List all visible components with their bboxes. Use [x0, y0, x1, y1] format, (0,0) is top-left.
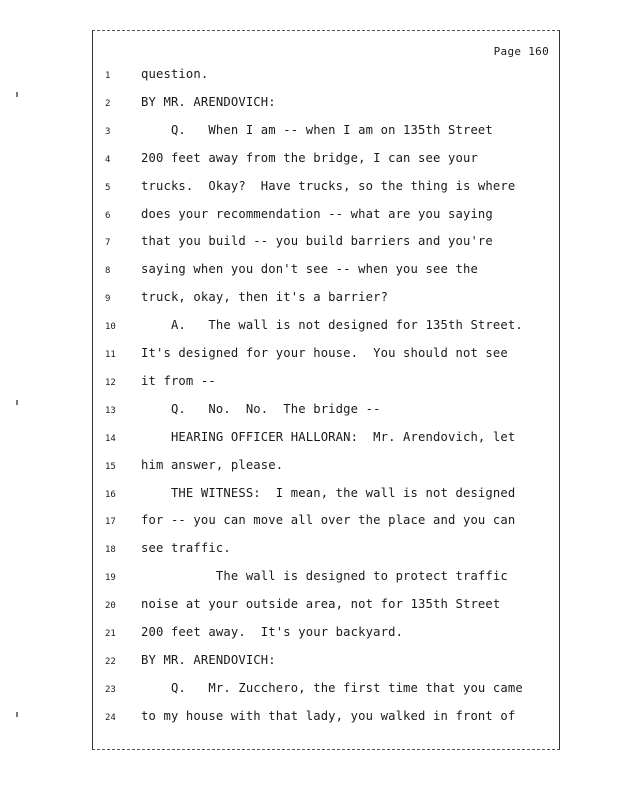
transcript-line	[93, 67, 559, 87]
line-text: BY MR. ARENDOVICH:	[141, 652, 276, 667]
transcript-line	[93, 569, 559, 589]
line-text: to my house with that lady, you walked in front of	[141, 708, 516, 723]
page-number: Page 160	[493, 45, 549, 58]
line-text: It's designed for your house. You should not see	[141, 346, 508, 360]
transcript-line	[93, 458, 559, 478]
line-text: A. The wall is not designed for 135th Street.	[141, 318, 523, 333]
transcript-line	[93, 346, 559, 366]
line-number: 13	[105, 405, 116, 416]
transcript-line	[93, 151, 559, 171]
transcript-line	[93, 95, 559, 115]
line-number: 2	[105, 98, 111, 109]
line-number: 16	[105, 489, 116, 500]
transcript-line	[93, 625, 559, 645]
line-number: 12	[105, 377, 116, 388]
line-text: for -- you can move all over the place and you can	[141, 513, 516, 528]
line-number: 21	[105, 629, 116, 639]
transcript-line	[93, 290, 559, 310]
transcript-line	[93, 541, 559, 561]
line-text: HEARING OFFICER HALLORAN: Mr. Arendovich, let	[141, 429, 516, 444]
transcript-line	[93, 653, 559, 673]
transcript-line	[93, 262, 559, 282]
line-text: THE WITNESS: I mean, the wall is not designed	[141, 485, 516, 500]
line-text: trucks. Okay? Have trucks, so the thing is where	[141, 178, 516, 193]
line-text: question.	[141, 67, 209, 81]
line-text: The wall is designed to protect traffic	[141, 569, 508, 584]
line-text: 200 feet away from the bridge, I can see your	[141, 150, 478, 165]
transcript-line	[93, 123, 559, 143]
punch-hole-mark-bottom	[16, 712, 18, 717]
line-number: 4	[105, 154, 111, 165]
line-number: 11	[105, 350, 116, 360]
line-text: BY MR. ARENDOVICH:	[141, 94, 276, 109]
line-text: saying when you don't see -- when you see the	[141, 262, 478, 277]
line-number: 22	[105, 656, 116, 667]
transcript-line	[93, 374, 559, 394]
line-text: see traffic.	[141, 541, 231, 556]
transcript-line	[93, 681, 559, 701]
transcript-line	[93, 486, 559, 506]
line-number: 23	[105, 684, 116, 695]
transcript-line	[93, 207, 559, 227]
line-number: 5	[105, 182, 111, 193]
transcript-line	[93, 430, 559, 450]
line-number: 18	[105, 545, 116, 556]
line-text: noise at your outside area, not for 135th Street	[141, 597, 501, 612]
line-number: 17	[105, 517, 116, 528]
line-text: it from --	[141, 373, 216, 388]
transcript-line	[93, 402, 559, 422]
transcript-line	[93, 318, 559, 338]
punch-hole-mark-top	[16, 92, 18, 97]
line-number: 14	[105, 433, 116, 444]
line-text: Q. When I am -- when I am on 135th Street	[141, 122, 493, 137]
transcript-page	[92, 30, 560, 750]
line-number: 10	[105, 322, 116, 333]
line-text: him answer, please.	[141, 457, 284, 472]
line-number: 15	[105, 461, 116, 472]
line-number: 20	[105, 601, 116, 612]
punch-hole-mark-middle	[16, 400, 18, 405]
line-number: 24	[105, 712, 116, 723]
line-number: 3	[105, 126, 111, 137]
line-number: 9	[105, 294, 111, 305]
transcript-line	[93, 234, 559, 254]
transcript-line	[93, 513, 559, 533]
line-text: does your recommendation -- what are you saying	[141, 206, 493, 221]
line-number: 19	[105, 573, 116, 584]
line-number: 1	[105, 71, 111, 81]
line-text: truck, okay, then it's a barrier?	[141, 290, 389, 305]
line-number: 6	[105, 210, 111, 221]
transcript-line	[93, 709, 559, 729]
line-text: Q. Mr. Zucchero, the first time that you came	[141, 680, 523, 695]
line-text: Q. No. No. The bridge --	[141, 401, 381, 416]
line-number: 7	[105, 238, 111, 249]
line-text: 200 feet away. It's your backyard.	[141, 625, 404, 639]
transcript-line	[93, 597, 559, 617]
transcript-line	[93, 179, 559, 199]
line-number: 8	[105, 266, 111, 277]
line-text: that you build -- you build barriers and you're	[141, 234, 493, 249]
